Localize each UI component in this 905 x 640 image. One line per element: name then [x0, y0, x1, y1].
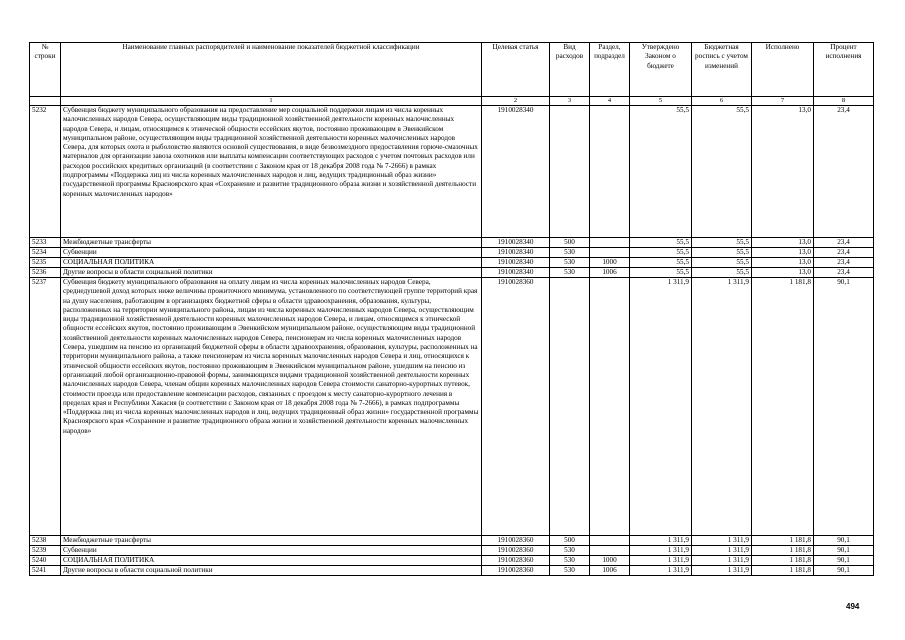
row-plan: 55,5 [692, 268, 752, 278]
row-done: 13,0 [752, 268, 814, 278]
row-approved: 1 311,9 [630, 556, 692, 566]
row-kind [550, 278, 590, 536]
row-approved: 55,5 [630, 248, 692, 258]
row-plan: 55,5 [692, 106, 752, 238]
row-approved: 55,5 [630, 106, 692, 238]
row-plan: 55,5 [692, 258, 752, 268]
row-kind: 500 [550, 238, 590, 248]
header-num: № строки [30, 43, 61, 97]
row-done: 1 181,8 [752, 566, 814, 576]
row-percent: 90,1 [814, 546, 874, 556]
row-name: СОЦИАЛЬНАЯ ПОЛИТИКА [61, 556, 482, 566]
row-name: Другие вопросы в области социальной политики [61, 268, 482, 278]
row-done: 1 181,8 [752, 536, 814, 546]
row-name: Субвенции [61, 546, 482, 556]
row-approved: 55,5 [630, 258, 692, 268]
row-percent: 23,4 [814, 106, 874, 238]
row-target: 1910028340 [482, 248, 550, 258]
row-done: 13,0 [752, 258, 814, 268]
row-approved: 55,5 [630, 238, 692, 248]
row-kind: 530 [550, 566, 590, 576]
row-name: СОЦИАЛЬНАЯ ПОЛИТИКА [61, 258, 482, 268]
row-done: 1 181,8 [752, 546, 814, 556]
row-name: Межбюджетные трансферты [61, 536, 482, 546]
header-kind: Вид расходов [550, 43, 590, 97]
header-done: Исполнено [752, 43, 814, 97]
row-number: 5233 [30, 238, 61, 248]
row-section: 1000 [590, 258, 630, 268]
row-approved: 1 311,9 [630, 536, 692, 546]
row-target: 1910028340 [482, 268, 550, 278]
row-section: 1006 [590, 566, 630, 576]
header-section: Раздел, подраздел [590, 43, 630, 97]
row-target: 1910028340 [482, 258, 550, 268]
row-name: Субвенция бюджету муниципального образования на оплату лицам из числа коренных малочисленных народов Севера, среднедушевой доход которых ниже величины прожиточного минимума, установленного по соответствующей группе территорий края на душу населения, работающим в организациях бюджетной сферы в области здравоохранения, образования, культуры, расположенных на территории муниципального района, лицам из числа коренных малочисленных народов Севера, осуществляющим виды традиционной хозяйственной деятельности коренных малочисленных народов Севера, и лицам, относящимся к этнической общности ессейских якутов, постоянно проживающим в Эвенкийском муниципальном районе, осуществляющим виды традиционной хозяйственной деятельности коренных малочисленных народов Севера, пенсионерам из числа коренных малочисленных народов Севера, ушедшим на пенсию из организаций бюджетной сферы в области здравоохранения, образования, культуры, расположенных на территории муниципального района, а также пенсионерам из числа коренных малочисленных народов Севера и лиц, относящихся к этнической общности ессейских якутов, постоянно проживающим в Эвенкийском муниципальном районе, ушедшим на пенсию из организаций любой организационно-правовой формы, занимающихся видами традиционной хозяйственной деятельности коренных малочисленных народов Севера, членам общин коренных малочисленных народов Севера стоимости санаторно-курортных путевок, стоимости проезда или предоставление компенсации расходов, связанных с проездом к месту санаторно-курортного лечения в пределах края и Республики Хакасия (в соответствии с Законом края от 18 декабря 2008 года № 7-2666), в рамках подпрограммы «Поддержка лиц из числа коренных малочисленных народов и лиц, ведущих традиционный образ жизни» государственной программы Красноярского края «Сохранение и развитие традиционного образа жизни и хозяйственной деятельности коренных малочисленных народов» [61, 278, 482, 536]
row-target: 1910028360 [482, 546, 550, 556]
table-row [30, 546, 874, 556]
row-kind: 530 [550, 248, 590, 258]
row-percent: 90,1 [814, 278, 874, 536]
row-kind: 530 [550, 258, 590, 268]
column-number: 6 [692, 97, 752, 106]
row-plan: 55,5 [692, 248, 752, 258]
row-target: 1910028340 [482, 106, 550, 238]
table-row [30, 556, 874, 566]
header-approved: Утверждено Законом о бюджете [630, 43, 692, 97]
row-target: 1910028340 [482, 238, 550, 248]
row-number: 5232 [30, 106, 61, 238]
header-percent: Процент исполнения [814, 43, 874, 97]
row-approved: 1 311,9 [630, 566, 692, 576]
row-number: 5234 [30, 248, 61, 258]
row-percent: 90,1 [814, 556, 874, 566]
header-plan: Бюджетная роспись с учетом изменений [692, 43, 752, 97]
row-plan: 1 311,9 [692, 278, 752, 536]
column-number: 1 [61, 97, 482, 106]
row-percent: 90,1 [814, 536, 874, 546]
row-section [590, 106, 630, 238]
row-percent: 23,4 [814, 248, 874, 258]
row-name: Межбюджетные трансферты [61, 238, 482, 248]
column-number [30, 97, 61, 106]
table-row [30, 566, 874, 576]
column-number: 5 [630, 97, 692, 106]
header-name: Наименование главных распорядителей и наименование показателей бюджетной классификации [61, 43, 482, 97]
row-number: 5238 [30, 536, 61, 546]
row-plan: 1 311,9 [692, 546, 752, 556]
budget-table [29, 42, 874, 576]
row-section [590, 546, 630, 556]
row-approved: 1 311,9 [630, 546, 692, 556]
row-approved: 55,5 [630, 268, 692, 278]
row-kind: 500 [550, 536, 590, 546]
row-number: 5241 [30, 566, 61, 576]
row-section: 1006 [590, 268, 630, 278]
row-done: 13,0 [752, 238, 814, 248]
row-done: 1 181,8 [752, 278, 814, 536]
row-done: 13,0 [752, 248, 814, 258]
row-percent: 90,1 [814, 566, 874, 576]
column-number: 2 [482, 97, 550, 106]
header-row [30, 43, 874, 97]
row-name: Субвенции [61, 248, 482, 258]
row-section [590, 278, 630, 536]
row-plan: 1 311,9 [692, 566, 752, 576]
table-row [30, 238, 874, 248]
row-target: 1910028360 [482, 278, 550, 536]
row-section [590, 238, 630, 248]
table-row [30, 258, 874, 268]
table-row [30, 248, 874, 258]
column-number: 8 [814, 97, 874, 106]
row-target: 1910028360 [482, 566, 550, 576]
table-row [30, 278, 874, 536]
row-section: 1000 [590, 556, 630, 566]
row-name: Другие вопросы в области социальной политики [61, 566, 482, 576]
row-section [590, 536, 630, 546]
row-name: Субвенция бюджету муниципального образования на предоставление мер социальной поддержки лицам из числа коренных малочисленных народов Севера, осуществляющим виды традиционной хозяйственной деятельности коренных малочисленных народов Севера, и лицам, относящимся к этнической общности ессейских якутов, постоянно проживающим в Эвенкийском муниципальном районе, осуществляющим виды традиционной хозяйственной деятельности коренных малочисленных народов Севера, для которых охота и рыболовство являются основой существования, в виде безвозмездного предоставления горюче-смазочных материалов для организации завоза охотников или выплаты компенсации соответствующих расходов с учетом почтовых расходов или расходов российских кредитных организаций (в соответствии с Законом края от 18 декабря 2008 года № 7-2666) в рамках подпрограммы «Поддержка лиц из числа коренных малочисленных народов и лиц, ведущих традиционный образ жизни» государственной программы Красноярского края «Сохранение и развитие традиционного образа жизни и хозяйственной деятельности коренных малочисленных народов» [61, 106, 482, 238]
row-plan: 1 311,9 [692, 556, 752, 566]
row-number: 5237 [30, 278, 61, 536]
table-row [30, 536, 874, 546]
row-done: 1 181,8 [752, 556, 814, 566]
table-row [30, 268, 874, 278]
row-kind: 530 [550, 556, 590, 566]
column-number: 7 [752, 97, 814, 106]
header-target: Целевая статья [482, 43, 550, 97]
column-number: 3 [550, 97, 590, 106]
row-plan: 55,5 [692, 238, 752, 248]
row-number: 5236 [30, 268, 61, 278]
row-plan: 1 311,9 [692, 536, 752, 546]
row-done: 13,0 [752, 106, 814, 238]
row-kind: 530 [550, 268, 590, 278]
row-target: 1910028360 [482, 556, 550, 566]
row-percent: 23,4 [814, 258, 874, 268]
table-row [30, 106, 874, 238]
column-number: 4 [590, 97, 630, 106]
column-number-row [30, 97, 874, 106]
page-number: 494 [846, 602, 860, 611]
row-kind: 530 [550, 546, 590, 556]
row-section [590, 248, 630, 258]
row-approved: 1 311,9 [630, 278, 692, 536]
row-percent: 23,4 [814, 238, 874, 248]
row-number: 5240 [30, 556, 61, 566]
row-number: 5239 [30, 546, 61, 556]
row-percent: 23,4 [814, 268, 874, 278]
row-kind [550, 106, 590, 238]
row-number: 5235 [30, 258, 61, 268]
row-target: 1910028360 [482, 536, 550, 546]
